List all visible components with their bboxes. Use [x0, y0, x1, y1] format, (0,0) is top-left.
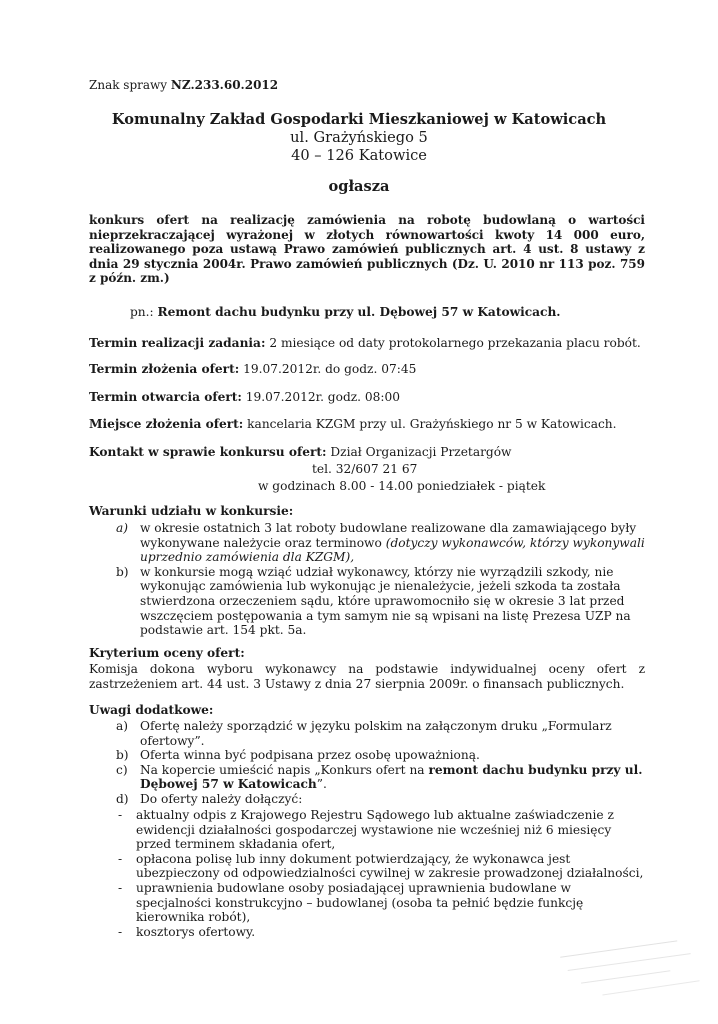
case-number-value: NZ.233.60.2012 [170, 78, 279, 92]
contact-line [89, 445, 512, 460]
remarks-title: Uwagi dodatkowe: [89, 703, 214, 717]
term-place-label: Miejsce złożenia ofert: [89, 417, 244, 431]
term-realization-value: 2 miesiące od daty protokolarnego przekazania placu robót. [269, 336, 641, 350]
subject-line [130, 305, 561, 320]
attachment-dash: - [118, 851, 123, 866]
remarks-item-b [116, 748, 646, 763]
remarks-item-c-bold: remont dachu budynku przy ul. Dębowej 57 w Katowicach [140, 762, 643, 792]
subject-title: Remont dachu budynku przy ul. Dębowej 57 w Katowicach. [157, 305, 561, 319]
remarks-item-c [116, 763, 646, 792]
attachment-item [116, 881, 646, 925]
conditions-item-a [116, 521, 646, 565]
attachment-dash: - [118, 808, 123, 822]
conditions-item-a-text: w okresie ostatnich 3 lat roboty budowlane realizowane dla zamawiającego były wykonywane należycie oraz terminowo [140, 521, 637, 550]
contact-phone: tel. 32/607 21 67 [312, 462, 418, 476]
conditions-item-a-note: (dotyczy wykonawców, którzy wykonywali uprzednio zamówienia dla KZGM), [140, 535, 645, 565]
attachment-item [116, 925, 646, 940]
criterion-title: Kryterium oceny ofert: [89, 646, 245, 660]
conditions-item-b-text: w konkursie mogą wziąć udział wykonawcy, którzy nie wyrządzili szkody, nie wykonując zamówienia lub wykonując je nienależycie, jeżeli szkoda ta została stwierdzona orzeczeniem sądu, które uprawomocniło się w okresie 3 lat przed wszczęciem postępowania a tym samym nie są wpisani na listę Prezesa UZP na podstawie art. 154 pkt. 5a. [140, 564, 631, 638]
remarks-item-d-marker: d) [116, 791, 129, 806]
term-submission-value: 19.07.2012r. do godz. 07:45 [243, 362, 417, 376]
conditions-item-b-marker: b) [116, 564, 129, 579]
attachment-text: kosztorys ofertowy. [136, 924, 256, 939]
term-realization-label: Termin realizacji zadania: [89, 336, 266, 350]
remarks-item-b-text: Oferta winna być podpisana przez osobę upoważnioną. [140, 748, 480, 763]
remarks-item-c-text: Na kopercie umieścić napis „Konkurs ofert na [140, 762, 429, 777]
term-opening-value: 19.07.2012r. godz. 08:00 [245, 390, 401, 404]
remarks-item-d [116, 792, 646, 807]
term-place-value: kancelaria KZGM przy ul. Grażyńskiego nr 5 w Katowicach. [247, 417, 617, 431]
subject-prefix: pn.: [130, 305, 154, 319]
attachments-list [116, 808, 646, 939]
attachment-item [116, 808, 646, 852]
contact-department: Dział Organizacji Przetargów [330, 445, 512, 459]
term-opening [89, 390, 400, 405]
organization-city: 40 – 126 Katowice [291, 147, 427, 164]
organization-name: Komunalny Zakład Gospodarki Mieszkaniowej w Katowicach [111, 111, 607, 128]
term-opening-label: Termin otwarcia ofert: [89, 390, 242, 404]
attachment-item [116, 852, 646, 881]
conditions-item-b [116, 565, 646, 638]
contact-hours: w godzinach 8.00 - 14.00 poniedziałek - piątek [258, 479, 546, 493]
conditions-item-a-marker: a) [116, 521, 129, 535]
term-place [89, 417, 617, 432]
organization-street: ul. Grażyńskiego 5 [290, 129, 428, 146]
case-number-label: Znak sprawy [89, 78, 168, 92]
case-number [89, 78, 278, 93]
attachment-text: opłacona polisę lub inny dokument potwierdzający, że wykonawca jest ubezpieczony od odpowiedzialności cywilnej w zakresie prowadzonej działalności, [136, 851, 644, 881]
remarks-item-a [116, 719, 646, 748]
remarks-item-a-marker: a) [116, 719, 129, 733]
remarks-item-a-text: Ofertę należy sporządzić w języku polskim na załączonym druku „Formularz ofertowy”. [140, 719, 612, 748]
attachment-dash: - [118, 924, 123, 939]
attachment-dash: - [118, 880, 123, 895]
conditions-list [116, 521, 646, 638]
remarks-item-c-end: ”. [316, 777, 327, 792]
term-realization [89, 336, 641, 351]
term-submission [89, 362, 416, 377]
term-submission-label: Termin złożenia ofert: [89, 362, 240, 376]
intro-paragraph: konkurs ofert na realizację zamówienia na robotę budowlaną o wartości nieprzekraczającej wyrażonej w złotych równowartości kwoty 14 000 euro, realizowanego poza ustawą Prawo zamówień publicznych art. 4 ust. 8 ustawy z dnia 29 stycznia 2004r. Prawo zamówień publicznych (Dz. U. 2010 nr 113 poz. 759 z późn. zm.) [89, 213, 645, 286]
conditions-title: Warunki udziału w konkursie: [89, 504, 294, 518]
attachment-text: uprawnienia budowlane osoby posiadającej uprawnienia budowlane w specjalności konstrukcyjno – budowlanej (osoba ta pełnić będzie funkcję kierownika robót), [136, 880, 584, 925]
attachment-text: aktualny odpis z Krajowego Rejestru Sądowego lub aktualne zaświadczenie z ewidencji działalności gospodarczej wystawione nie wcześniej niż 6 miesięcy przed terminem składania ofert, [136, 808, 614, 852]
remarks-list [116, 719, 646, 807]
contact-label: Kontakt w sprawie konkursu ofert: [89, 445, 327, 459]
announces-heading: ogłasza [328, 178, 390, 195]
remarks-item-b-marker: b) [116, 748, 129, 763]
remarks-item-c-marker: c) [116, 762, 128, 777]
remarks-item-d-text: Do oferty należy dołączyć: [140, 791, 303, 806]
criterion-text: Komisja dokona wyboru wykonawcy na podstawie indywidualnej oceny ofert z zastrzeżeniem art. 44 ust. 3 Ustawy z dnia 27 sierpnia 2009r. o finansach publicznych. [89, 662, 645, 691]
faded-stamp-mark [557, 933, 703, 1007]
